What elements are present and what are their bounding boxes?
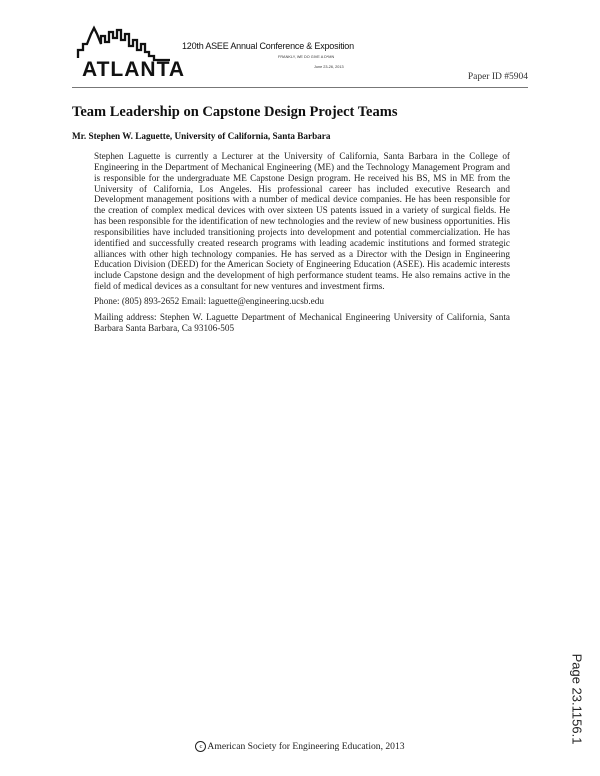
- atlanta-skyline-icon: [74, 22, 184, 62]
- paper-title: Team Leadership on Capstone Design Project Teams: [72, 104, 398, 120]
- asee-conference-logo: [74, 22, 394, 82]
- copyright-icon: c: [195, 741, 206, 752]
- logo-dates: June 23-26, 2013: [314, 65, 344, 69]
- copyright-footer: [0, 741, 600, 752]
- side-page-label: Page 23.1156.1: [569, 653, 585, 745]
- header-divider: [72, 87, 528, 88]
- logo-conference-name: 120th ASEE Annual Conference & Exposition: [182, 41, 354, 51]
- contact-info: Phone: (805) 893-2652 Email: laguette@engineering.ucsb.edu: [94, 296, 324, 307]
- copyright-text: American Society for Engineering Education, 2013: [207, 741, 405, 752]
- bio-paragraph: Stephen Laguette is currently a Lecturer at the University of California, Santa Barbara in the College of Engineering in the Department of Mechanical Engineering (ME) and the Technology Management Program and is responsible for the undergraduate ME Capstone Design program. He received his BS, MS in ME from the University of California, Los Angeles. His professional career has included executive Research and Development management positions with a number of medical device companies. He has been responsible for the creation of complex medical devices with over sixteen US patents issued in a variety of surgical fields. He has been responsible for the identification of new technologies and the review of new business opportunities. His responsibilities have included transitioning projects into development and potential commercialization. He has identified and successfully created research programs with leading academic institutions and formed strategic alliances with other high technology companies. He has served as a Director with the Design in Engineering Education Division (DEED) for the American Society of Engineering Education (ASEE). His academic interests include Capstone design and the development of high performance student teams. He also remains active in the field of medical devices as a consultant for new ventures and investment firms.: [94, 151, 510, 292]
- side-page-number: [569, 653, 585, 745]
- paper-id: Paper ID #5904: [467, 72, 528, 82]
- mailing-address: Mailing address: Stephen W. Laguette Department of Mechanical Engineering University of California, Santa Barbara Santa Barbara, Ca 93106-505: [94, 311, 510, 333]
- logo-city-name: ATLANTA: [82, 58, 186, 81]
- logo-tagline: FRANKLY, WE DO GIVE A D*MN: [278, 55, 335, 59]
- author-biography: [94, 151, 510, 338]
- author-line: Mr. Stephen W. Laguette, University of California, Santa Barbara: [72, 131, 331, 141]
